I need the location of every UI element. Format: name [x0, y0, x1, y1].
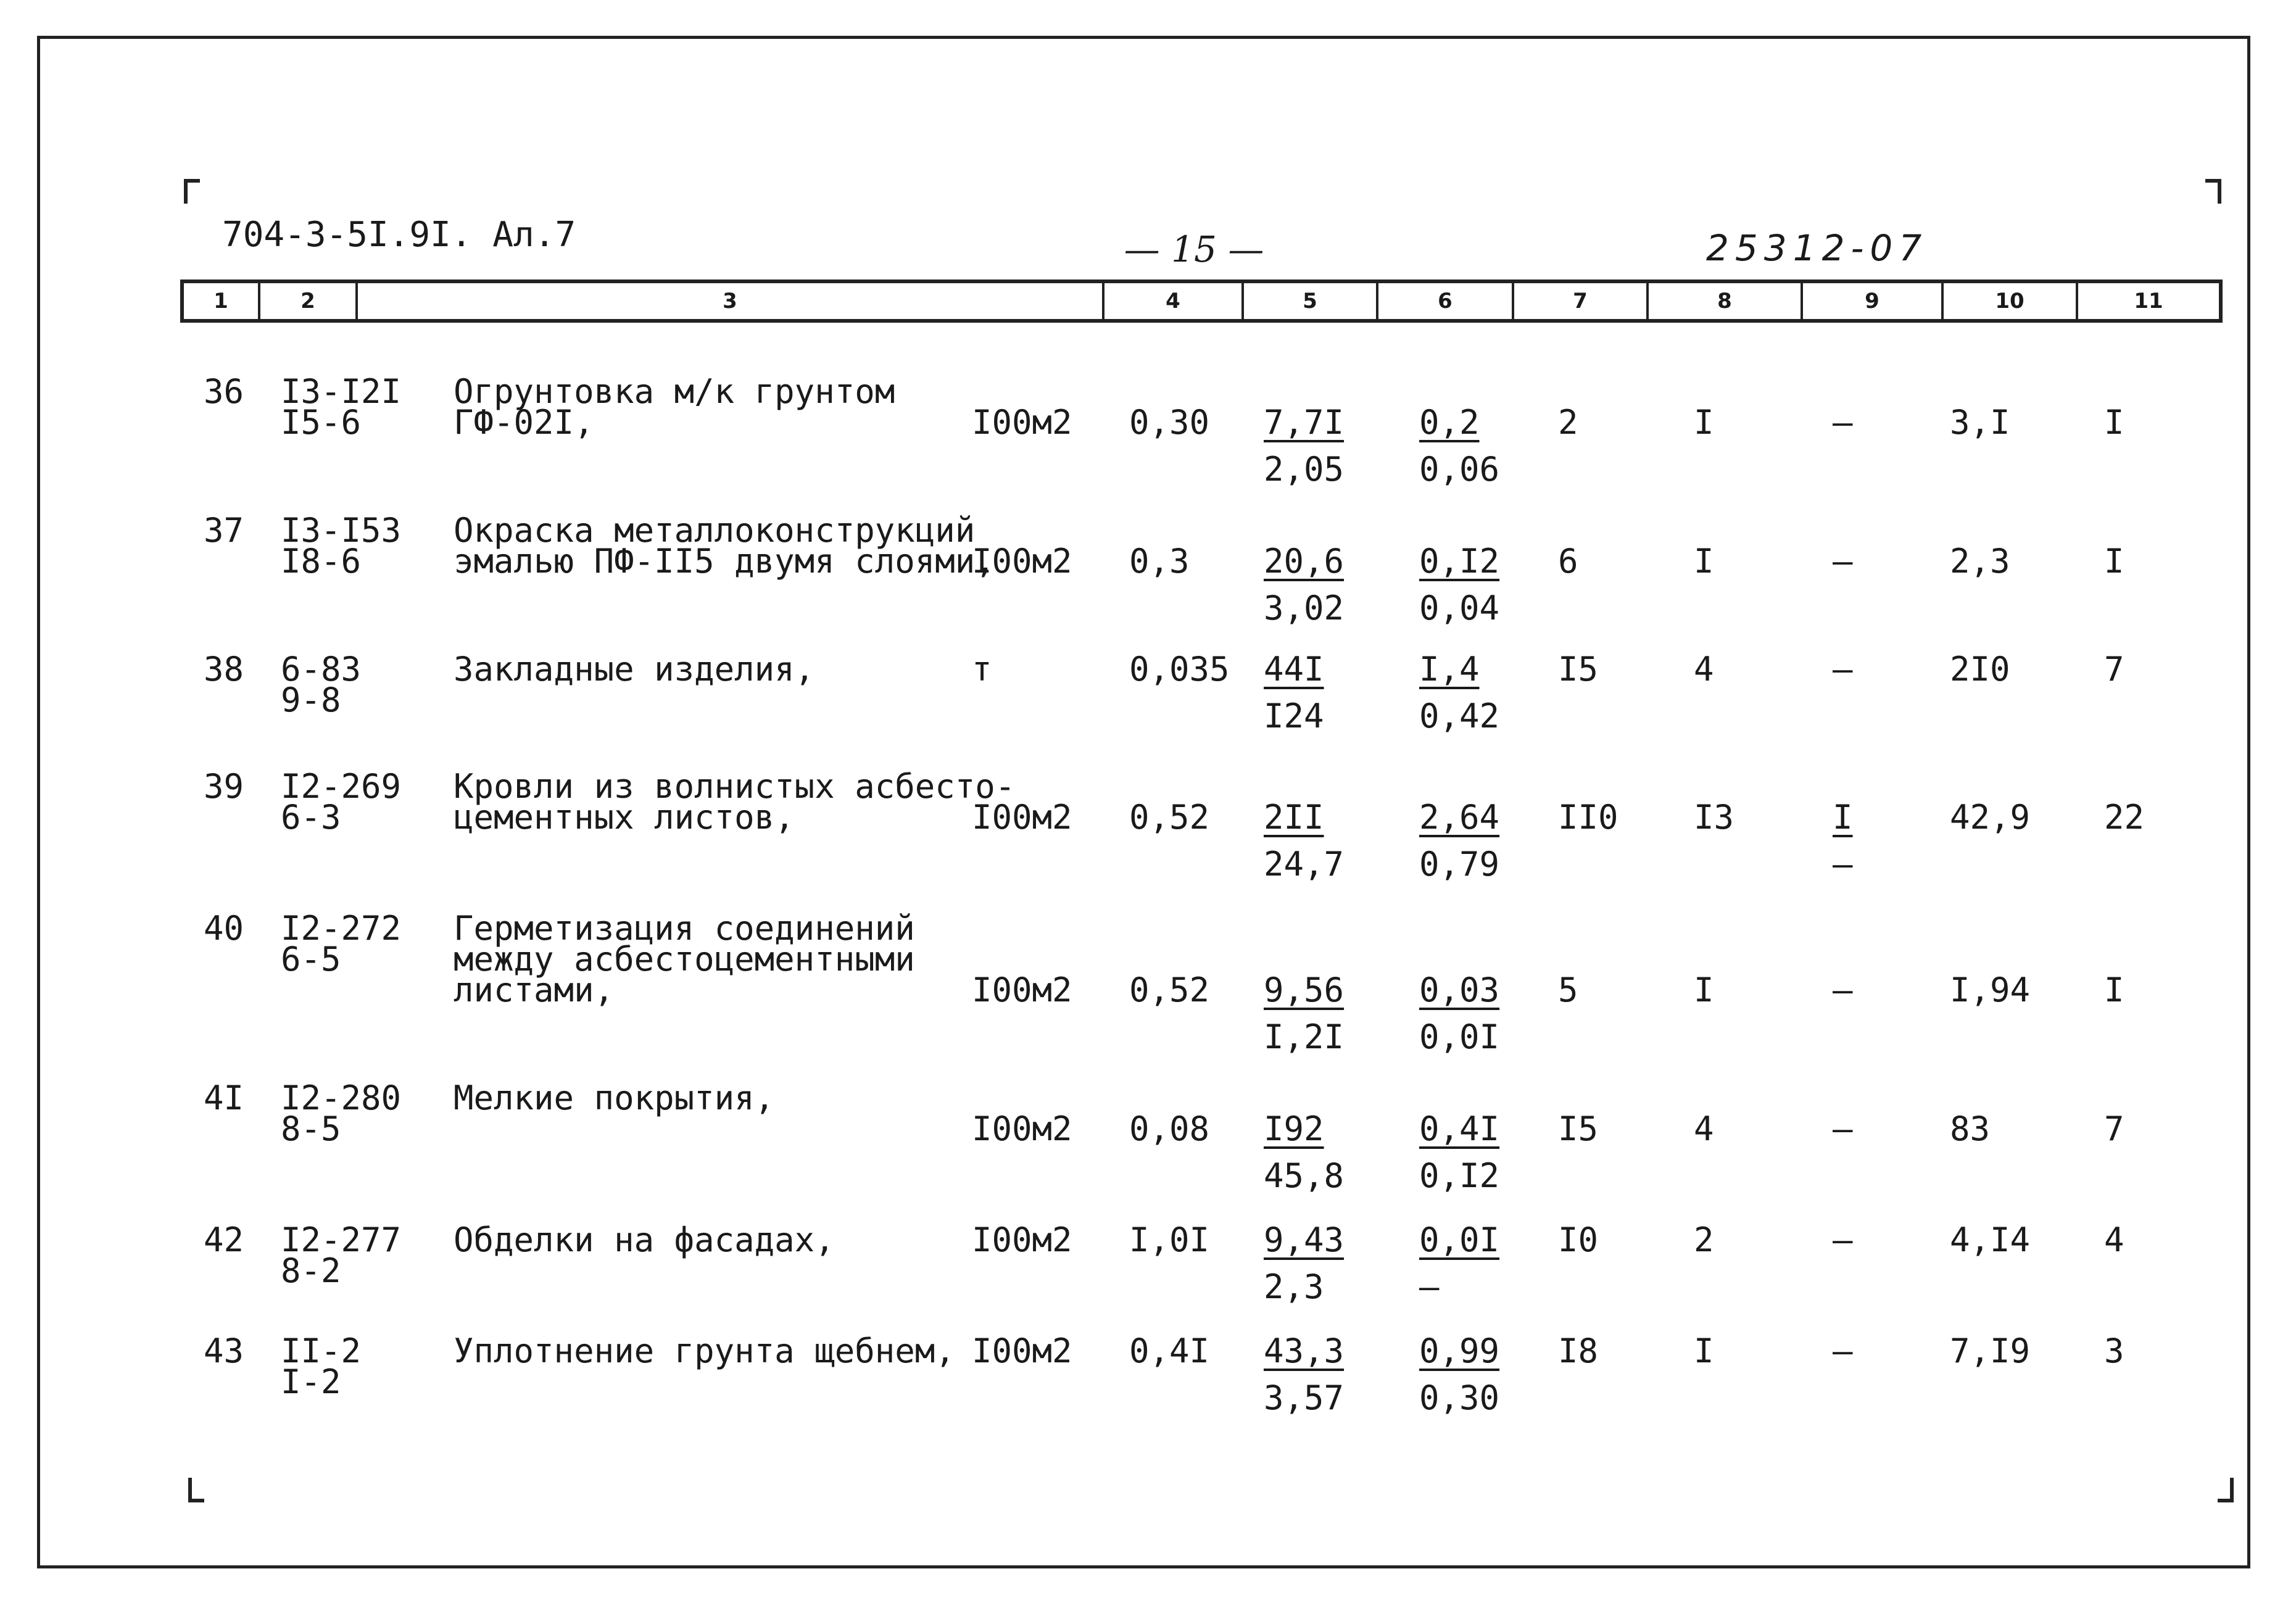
row-description-line: Обделки на фасадах,	[454, 1220, 835, 1259]
row-col8: 2	[1694, 1220, 1714, 1259]
row-code-secondary: 6-5	[281, 940, 341, 979]
column-header: 11	[2134, 289, 2163, 313]
row-col5-bottom: I24	[1264, 697, 1324, 735]
row-col8: 4	[1694, 1109, 1714, 1148]
row-quantity: 0,035	[1129, 650, 1230, 689]
row-code-secondary: I8-6	[281, 542, 362, 581]
row-col5-bottom: 24,7	[1264, 845, 1345, 884]
row-code-primary: I2-272	[281, 909, 402, 948]
row-unit: I00м2	[972, 1332, 1072, 1370]
row-unit: I00м2	[972, 1220, 1072, 1259]
row-col11: I	[2104, 403, 2124, 442]
row-col5-bottom: 3,02	[1264, 589, 1345, 628]
row-code-primary: 6-83	[281, 650, 362, 689]
row-col7: I8	[1558, 1332, 1599, 1370]
row-unit: I00м2	[972, 971, 1072, 1009]
row-col8: I	[1694, 971, 1714, 1009]
column-header: 4	[1104, 283, 1244, 319]
row-description-line: Кровли из волнистых асбесто-	[454, 767, 1016, 806]
row-code-primary: I3-I53	[281, 511, 402, 550]
row-description-line: Огрунтовка м/к грунтом	[454, 372, 895, 411]
column-header: 2	[260, 283, 358, 319]
row-col7: I5	[1558, 1109, 1599, 1148]
row-col7: II0	[1558, 798, 1618, 837]
row-col10: I,94	[1950, 971, 2031, 1009]
row-col11: I	[2104, 971, 2124, 1009]
row-col10: 3,I	[1950, 403, 2010, 442]
row-col5-bottom: I,2I	[1264, 1017, 1345, 1056]
row-col5-bottom: 2,05	[1264, 450, 1345, 489]
row-col7: I0	[1558, 1220, 1599, 1259]
row-description-line: цементных листов,	[454, 798, 795, 837]
row-code-secondary: 6-3	[281, 798, 341, 837]
column-header-row	[180, 280, 2223, 323]
row-code-secondary: I-2	[281, 1362, 341, 1401]
row-description-line: эмалью ПФ-II5 двумя слоями,	[454, 542, 995, 581]
row-quantity: I,0I	[1129, 1220, 1210, 1259]
row-unit: I00м2	[972, 542, 1072, 581]
row-col9-top: –	[1833, 542, 1853, 581]
column-header: 9	[1803, 283, 1944, 319]
row-col9-top: –	[1833, 1109, 1853, 1148]
row-number: 42	[204, 1220, 244, 1259]
row-col9-bottom: –	[1833, 845, 1853, 884]
row-col10: 2,3	[1950, 542, 2010, 581]
row-unit: I00м2	[972, 403, 1072, 442]
row-col6-bottom: 0,30	[1419, 1378, 1500, 1417]
row-col6-top: 0,4I	[1419, 1109, 1500, 1148]
row-col9-top: –	[1833, 403, 1853, 442]
row-col7: 6	[1558, 542, 1578, 581]
row-col8: I	[1694, 403, 1714, 442]
row-col5-top: 20,6	[1264, 542, 1345, 581]
row-number: 40	[204, 909, 244, 948]
row-quantity: 0,3	[1129, 542, 1190, 581]
row-description-line: Уплотнение грунта щебнем,	[454, 1332, 955, 1370]
row-col11: 3	[2104, 1332, 2124, 1370]
row-number: 36	[204, 372, 244, 411]
row-col6-top: 0,03	[1419, 971, 1500, 1009]
row-quantity: 0,30	[1129, 403, 1210, 442]
column-header: 6	[1378, 283, 1514, 319]
row-col6-top: 0,0I	[1419, 1220, 1500, 1259]
row-col10: 2I0	[1950, 650, 2010, 689]
row-quantity: 0,52	[1129, 798, 1210, 837]
row-col11: 7	[2104, 650, 2124, 689]
row-number: 37	[204, 511, 244, 550]
row-col5-top: 9,43	[1264, 1220, 1345, 1259]
row-description-line: Мелкие покрытия,	[454, 1079, 775, 1117]
row-col11: 22	[2104, 798, 2145, 837]
row-col5-bottom: 2,3	[1264, 1267, 1324, 1306]
row-col9-top: –	[1833, 971, 1853, 1009]
row-description-line: между асбестоцементными	[454, 940, 915, 979]
row-col6-top: 0,I2	[1419, 542, 1500, 581]
row-number: 39	[204, 767, 244, 806]
row-col6-bottom: –	[1419, 1267, 1440, 1306]
row-code-secondary: 8-2	[281, 1251, 341, 1290]
row-col6-bottom: 0,79	[1419, 845, 1500, 884]
row-description-line: листами,	[454, 971, 615, 1009]
row-col5-top: I92	[1264, 1109, 1324, 1148]
row-col8: I	[1694, 542, 1714, 581]
row-quantity: 0,08	[1129, 1109, 1210, 1148]
row-description-line: Герметизация соединений	[454, 909, 915, 948]
row-col10: 83	[1950, 1109, 1991, 1148]
row-code-secondary: 9-8	[281, 681, 341, 719]
row-code-primary: I2-280	[281, 1079, 402, 1117]
row-col6-bottom: 0,06	[1419, 450, 1500, 489]
row-col10: 42,9	[1950, 798, 2031, 837]
document-code: 704-3-5I.9I. Ал.7	[222, 215, 576, 255]
row-col10: 4,I4	[1950, 1220, 2031, 1259]
row-number: 43	[204, 1332, 244, 1370]
row-code-primary: II-2	[281, 1332, 362, 1370]
column-header: 10	[1944, 283, 2078, 319]
row-unit: т	[972, 650, 992, 689]
row-col5-bottom: 45,8	[1264, 1156, 1345, 1195]
row-col5-top: 9,56	[1264, 971, 1345, 1009]
row-col5-top: 7,7I	[1264, 403, 1345, 442]
row-col7: I5	[1558, 650, 1599, 689]
row-col6-bottom: 0,04	[1419, 589, 1500, 628]
row-col5-top: 44I	[1264, 650, 1324, 689]
row-number: 4I	[204, 1079, 244, 1117]
page-number: — 15 —	[1124, 228, 1264, 270]
row-code-secondary: I5-6	[281, 403, 362, 442]
row-code-primary: I3-I2I	[281, 372, 402, 411]
row-col6-bottom: 0,42	[1419, 697, 1500, 735]
corner-mark-bottom-right	[2218, 1478, 2234, 1502]
row-col6-top: I,4	[1419, 650, 1480, 689]
row-col9-top: –	[1833, 650, 1853, 689]
row-col9-top: –	[1833, 1332, 1853, 1370]
row-col8: I3	[1694, 798, 1734, 837]
row-number: 38	[204, 650, 244, 689]
row-col8: 4	[1694, 650, 1714, 689]
row-unit: I00м2	[972, 1109, 1072, 1148]
row-col8: I	[1694, 1332, 1714, 1370]
row-unit: I00м2	[972, 798, 1072, 837]
row-code-primary: I2-269	[281, 767, 402, 806]
row-col6-top: 0,99	[1419, 1332, 1500, 1370]
row-col11: 7	[2104, 1109, 2124, 1148]
row-col5-top: 2II	[1264, 798, 1324, 837]
row-col10: 7,I9	[1950, 1332, 2031, 1370]
row-col6-bottom: 0,0I	[1419, 1017, 1500, 1056]
row-col6-bottom: 0,I2	[1419, 1156, 1500, 1195]
row-col9-top: –	[1833, 1220, 1853, 1259]
column-header: 5	[1244, 283, 1378, 319]
sheet-number: 25312-07	[1706, 227, 1928, 269]
row-col11: I	[2104, 542, 2124, 581]
corner-mark-top-left	[184, 179, 200, 204]
row-col6-top: 2,64	[1419, 798, 1500, 837]
column-header: 7	[1514, 283, 1649, 319]
row-col5-top: 43,3	[1264, 1332, 1345, 1370]
column-header: 1	[184, 283, 260, 319]
row-col6-top: 0,2	[1419, 403, 1480, 442]
row-col11: 4	[2104, 1220, 2124, 1259]
column-header: 3	[358, 283, 1104, 319]
corner-mark-bottom-left	[188, 1478, 204, 1502]
row-col7: 2	[1558, 403, 1578, 442]
row-description-line: ГФ-02I,	[454, 403, 594, 442]
row-col7: 5	[1558, 971, 1578, 1009]
row-code-primary: I2-277	[281, 1220, 402, 1259]
row-code-secondary: 8-5	[281, 1109, 341, 1148]
row-col9-top: I	[1833, 798, 1853, 837]
row-quantity: 0,4I	[1129, 1332, 1210, 1370]
row-col5-bottom: 3,57	[1264, 1378, 1345, 1417]
row-quantity: 0,52	[1129, 971, 1210, 1009]
corner-mark-top-right	[2205, 179, 2221, 204]
row-description-line: Окраска металлоконструкций	[454, 511, 976, 550]
column-header: 8	[1649, 283, 1803, 319]
row-description-line: Закладные изделия,	[454, 650, 815, 689]
